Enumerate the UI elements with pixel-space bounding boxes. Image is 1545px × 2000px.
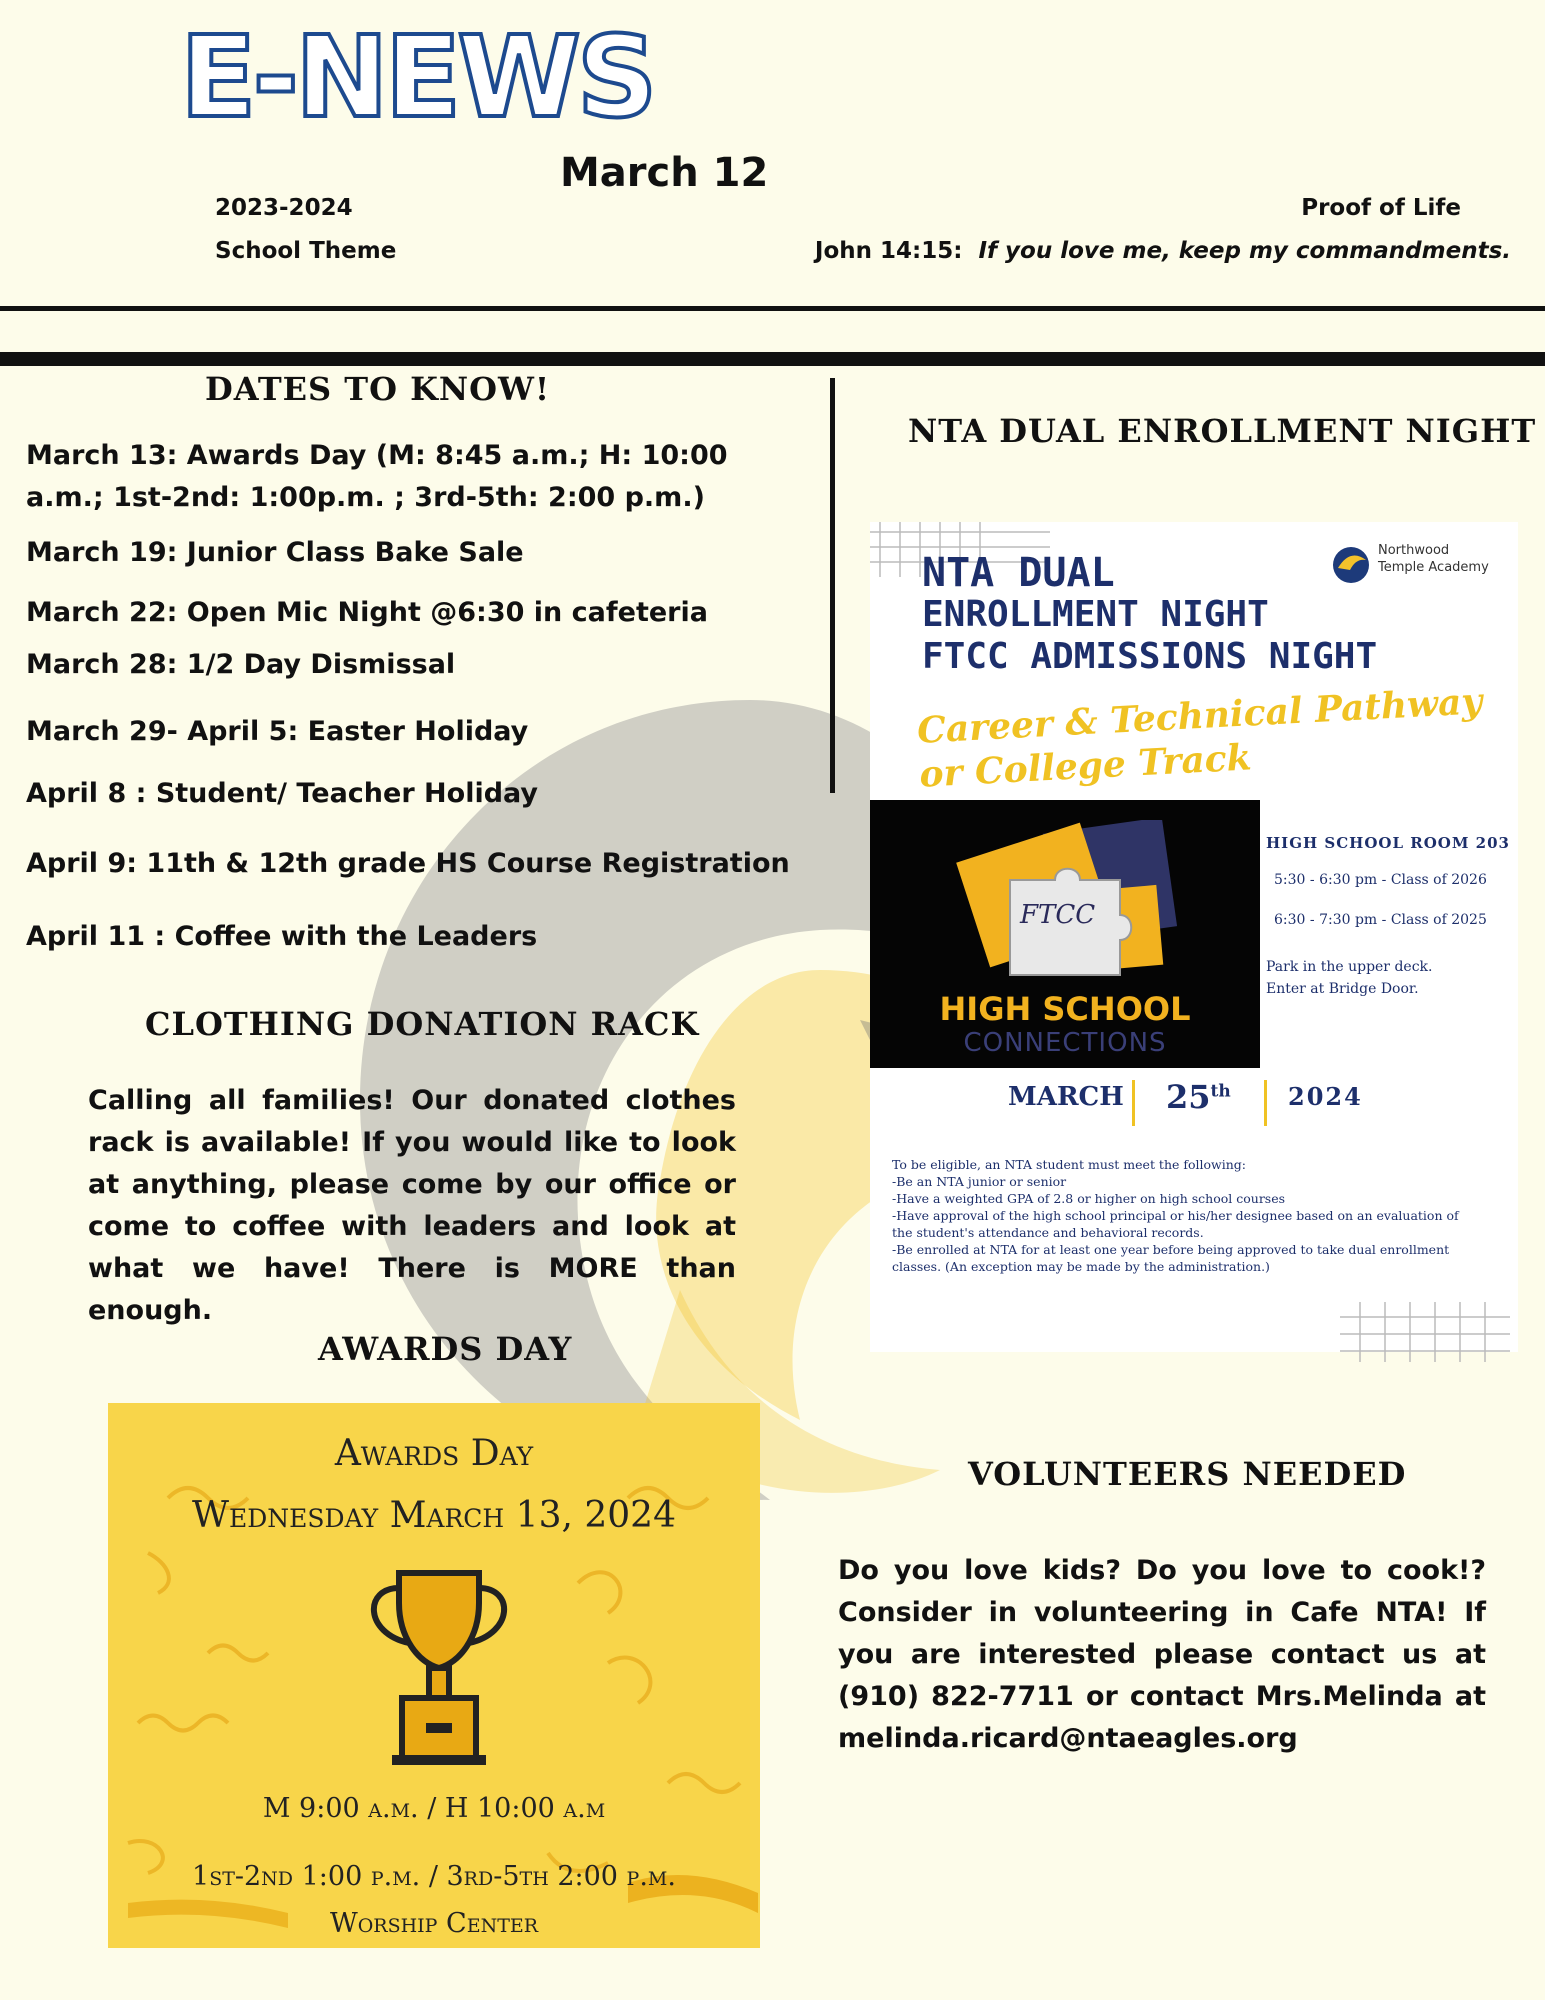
theme-verse [815,238,1511,264]
event-year: 2024 [1288,1082,1363,1111]
grid-decoration [1340,1302,1510,1362]
parking-line2: Enter at Bridge Door. [1266,981,1419,997]
school-logo-text [1378,542,1489,576]
hs-label: HIGH SCHOOL [939,990,1191,1028]
date-item: March 19: Junior Class Bake Sale [26,537,524,568]
eligibility-item: -Have a weighted GPA of 2.8 or higher on high school courses [892,1191,1286,1206]
verse-reference: John 14:15: [814,238,963,264]
verse-text: If you love me, keep my commandments. [978,238,1511,264]
parking-info [1266,956,1432,1000]
connections-label: CONNECTIONS [963,1028,1167,1058]
school-theme: Proof of Life [1301,195,1461,221]
flyer-title-line3: FTCC ADMISSIONS NIGHT [922,636,1378,677]
clothing-text: Calling all families! Our donated clothes rack is available! If you would like to look at anything, please come by our office or come to coffee with leaders and look at what we have! There is MORE than enough. [88,1085,736,1326]
awards-time-line1: M 9:00 a.m. / H 10:00 a.m [262,1793,606,1824]
flyer-script-line1: Career & Technical Pathway [916,680,1484,752]
date-divider [1264,1080,1267,1126]
school-logo-line1: Northwood [1378,543,1450,558]
nta-heading: NTA DUAL ENROLLMENT NIGHT [908,412,1537,450]
newsletter-title: E-NEWS [180,13,654,143]
dates-heading: DATES TO KNOW! [205,370,551,408]
date-item: March 28: 1/2 Day Dismissal [26,649,456,680]
ftcc-banner [870,800,1260,1068]
theme-label: School Theme [215,238,397,264]
event-day-suffix: th [1210,1081,1231,1102]
parking-line1: Park in the upper deck. [1266,959,1433,975]
room-label: HIGH SCHOOL ROOM 203 [1266,834,1510,852]
flyer-script [916,679,1486,796]
date-item: April 8 : Student/ Teacher Holiday [26,778,539,809]
volunteers-text: Do you love kids? Do you love to cook!? Consider in volunteering in Cafe NTA! If you are interested please contact us at (910) 822-7711 or contact Mrs.Melinda at melinda.ricard@ntaeagles.org [838,1555,1486,1754]
time-slot-1: 5:30 - 6:30 pm - Class of 2026 [1274,872,1487,888]
event-month: MARCH [1008,1082,1124,1112]
date-item: March 29- April 5: Easter Holiday [26,716,529,747]
school-logo-line2: Temple Academy [1378,560,1489,575]
clothing-heading: CLOTHING DONATION RACK [145,1005,700,1043]
awards-location: Worship Center [329,1908,539,1939]
event-day [1166,1078,1231,1116]
awards-heading: AWARDS DAY [318,1330,573,1368]
puzzle-label: FTCC [1020,900,1096,930]
volunteers-heading: VOLUNTEERS NEEDED [968,1455,1407,1493]
trophy-icon [364,1563,514,1773]
event-day-number: 25 [1166,1078,1211,1116]
flyer-title-line2: ENROLLMENT NIGHT [922,594,1269,635]
issue-date: March 12 [560,150,769,196]
flyer-title-line1: NTA DUAL [922,550,1115,596]
date-item: April 9: 11th & 12th grade HS Course Registration [26,848,790,879]
header-rule-thin [0,306,1545,311]
awards-time-line2: 1st-2nd 1:00 p.m. / 3rd-5th 2:00 p.m. [192,1861,676,1892]
time-slot-2: 6:30 - 7:30 pm - Class of 2025 [1274,912,1487,928]
awards-flyer-date: Wednesday March 13, 2024 [191,1495,676,1536]
dual-enrollment-flyer [870,522,1518,1352]
header-rule-thick [0,352,1545,366]
column-divider [830,378,835,793]
date-item: March 22: Open Mic Night @6:30 in cafeteria [26,597,708,628]
eligibility-intro: To be eligible, an NTA student must meet the following: [892,1157,1247,1172]
eligibility-item: -Be an NTA junior or senior [892,1174,1067,1189]
awards-day-flyer [108,1403,760,1948]
date-item: April 11 : Coffee with the Leaders [26,921,538,952]
flyer-script-line2: or College Track [918,736,1253,796]
flyer-title [922,552,1377,678]
eligibility-item: -Have approval of the high school principal or his/her designee based on an evaluation of the student's attendance and behavioral records. [892,1208,1459,1240]
date-divider [1132,1080,1135,1126]
awards-flyer-title: Awards Day [334,1433,534,1474]
school-year: 2023-2024 [215,195,353,221]
date-item: March 13: Awards Day (M: 8:45 a.m.; H: 10:00 a.m.; 1st-2nd: 1:00p.m. ; 3rd-5th: 2:00 p.m.) [26,440,728,513]
eligibility-block [892,1156,1472,1275]
eligibility-item: -Be enrolled at NTA for at least one year before being approved to take dual enrollment classes. (An exception may be made by the administration.) [892,1242,1450,1274]
